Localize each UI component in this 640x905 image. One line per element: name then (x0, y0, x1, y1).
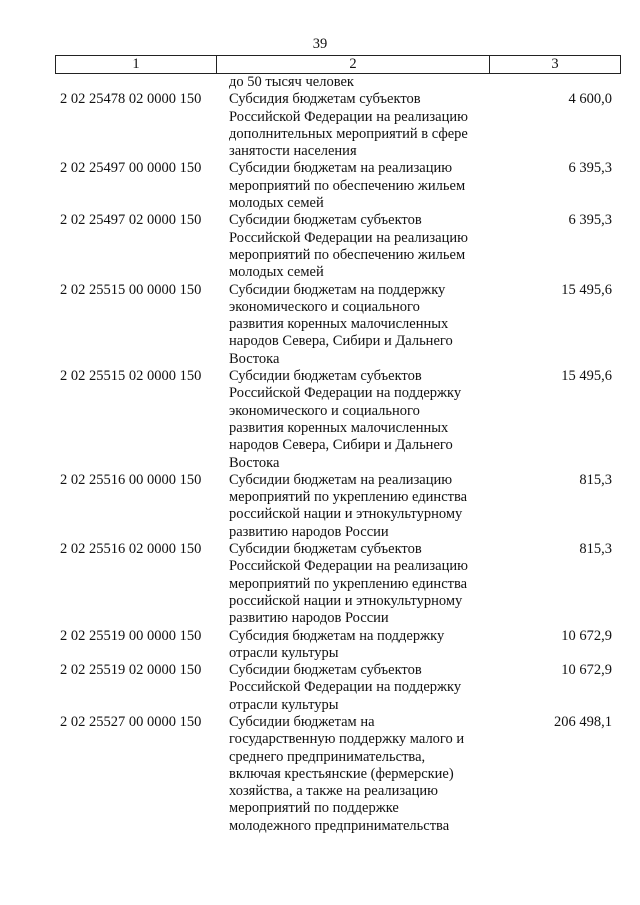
description (215, 368, 487, 472)
description-line: мероприятий по обеспечению жильем (229, 246, 466, 263)
header-col-1: 1 (56, 56, 217, 74)
description-line: молодежного предпринимательства (229, 817, 450, 834)
budget-code: 2 02 25497 00 0000 150 (60, 160, 202, 177)
description-line: развития коренных малочисленных (229, 316, 449, 333)
continuation-row (55, 74, 621, 91)
amount: 6 395,3 (568, 212, 612, 229)
description (215, 714, 487, 835)
table-body (55, 74, 621, 835)
budget-code: 2 02 25519 00 0000 150 (60, 627, 202, 644)
empty-amount-cell (487, 74, 621, 91)
description-line: государственную поддержку малого и (229, 731, 465, 748)
description-line: Российской Федерации на реализацию (229, 108, 468, 125)
amount: 815,3 (579, 541, 612, 558)
description-line: Российской Федерации на реализацию (229, 558, 468, 575)
table-row (55, 368, 621, 472)
description-line: Востока (229, 350, 280, 367)
description (215, 472, 487, 541)
amount: 10 672,9 (561, 627, 612, 644)
table-row (55, 282, 621, 368)
description-line: народов Севера, Сибири и Дальнего (229, 333, 453, 350)
description (215, 282, 487, 368)
description-line: молодых семей (229, 264, 324, 281)
description-line: среднего предпринимательства, (229, 748, 426, 765)
description-line: российской нации и этнокультурному (229, 506, 463, 523)
budget-code: 2 02 25516 02 0000 150 (60, 541, 202, 558)
description-line: развитию народов России (229, 523, 389, 540)
empty-code-cell (55, 74, 215, 91)
table-row (55, 91, 621, 160)
continuation-text: до 50 тысяч человек (229, 74, 354, 90)
budget-code: 2 02 25515 02 0000 150 (60, 368, 202, 385)
description-line: экономического и социального (229, 402, 420, 419)
description-line: Субсидии бюджетам субъектов (229, 368, 422, 385)
amount: 206 498,1 (554, 713, 612, 730)
budget-code: 2 02 25527 00 0000 150 (60, 713, 202, 730)
description-line: мероприятий по поддержке (229, 800, 399, 817)
table-row (55, 212, 621, 281)
description-line: Субсидии бюджетам субъектов (229, 541, 422, 558)
amount: 10 672,9 (561, 662, 612, 679)
amount: 6 395,3 (568, 160, 612, 177)
table-row (55, 662, 621, 714)
description (215, 160, 487, 212)
description-line: Субсидия бюджетам субъектов (229, 91, 421, 108)
description-line: мероприятий по обеспечению жильем (229, 177, 466, 194)
description-line: народов Севера, Сибири и Дальнего (229, 437, 453, 454)
header-col-2: 2 (217, 56, 490, 74)
table-row (55, 714, 621, 835)
description-line: хозяйства, а также на реализацию (229, 783, 438, 800)
description-line: занятости населения (229, 143, 357, 160)
description-line: Российской Федерации на поддержку (229, 385, 462, 402)
table-header (55, 55, 621, 74)
budget-code: 2 02 25516 00 0000 150 (60, 471, 202, 488)
table-row (55, 160, 621, 212)
amount: 4 600,0 (568, 91, 612, 108)
description (215, 212, 487, 281)
description-line: российской нации и этнокультурному (229, 592, 463, 609)
table-row (55, 628, 621, 663)
description-line: отрасли культуры (229, 696, 339, 713)
table-row (55, 541, 621, 627)
description-line: мероприятий по укреплению единства (229, 489, 468, 506)
description-line: развития коренных малочисленных (229, 419, 449, 436)
description-line: Субсидии бюджетам субъектов (229, 212, 422, 229)
description (215, 91, 487, 160)
budget-code: 2 02 25478 02 0000 150 (60, 91, 202, 108)
description-line: отрасли культуры (229, 644, 339, 661)
description-line: Субсидия бюджетам на поддержку (229, 627, 445, 644)
description (215, 628, 487, 663)
description-line: развитию народов России (229, 610, 389, 627)
description-line: Востока (229, 454, 280, 471)
budget-code: 2 02 25497 02 0000 150 (60, 212, 202, 229)
description-line: Российской Федерации на поддержку (229, 679, 462, 696)
budget-code: 2 02 25515 00 0000 150 (60, 281, 202, 298)
header-col-3: 3 (490, 56, 621, 74)
budget-code: 2 02 25519 02 0000 150 (60, 662, 202, 679)
description-line: Субсидии бюджетам на реализацию (229, 160, 453, 177)
page-number: 39 (312, 36, 328, 52)
amount: 815,3 (579, 471, 612, 488)
description-line: мероприятий по укреплению единства (229, 575, 468, 592)
amount: 15 495,6 (561, 368, 612, 385)
description-line: включая крестьянские (фермерские) (229, 765, 454, 782)
description-line: Субсидии бюджетам на реализацию (229, 471, 453, 488)
description-line: молодых семей (229, 195, 324, 212)
table-row (55, 472, 621, 541)
description-line: экономического и социального (229, 298, 420, 315)
description-line: Субсидии бюджетам субъектов (229, 662, 422, 679)
description (215, 662, 487, 714)
description-line: Субсидии бюджетам на (229, 713, 375, 730)
description-line: дополнительных мероприятий в сфере (229, 125, 468, 142)
amount: 15 495,6 (561, 281, 612, 298)
description (215, 541, 487, 627)
description-line: Субсидии бюджетам на поддержку (229, 281, 446, 298)
description-line: Российской Федерации на реализацию (229, 229, 468, 246)
